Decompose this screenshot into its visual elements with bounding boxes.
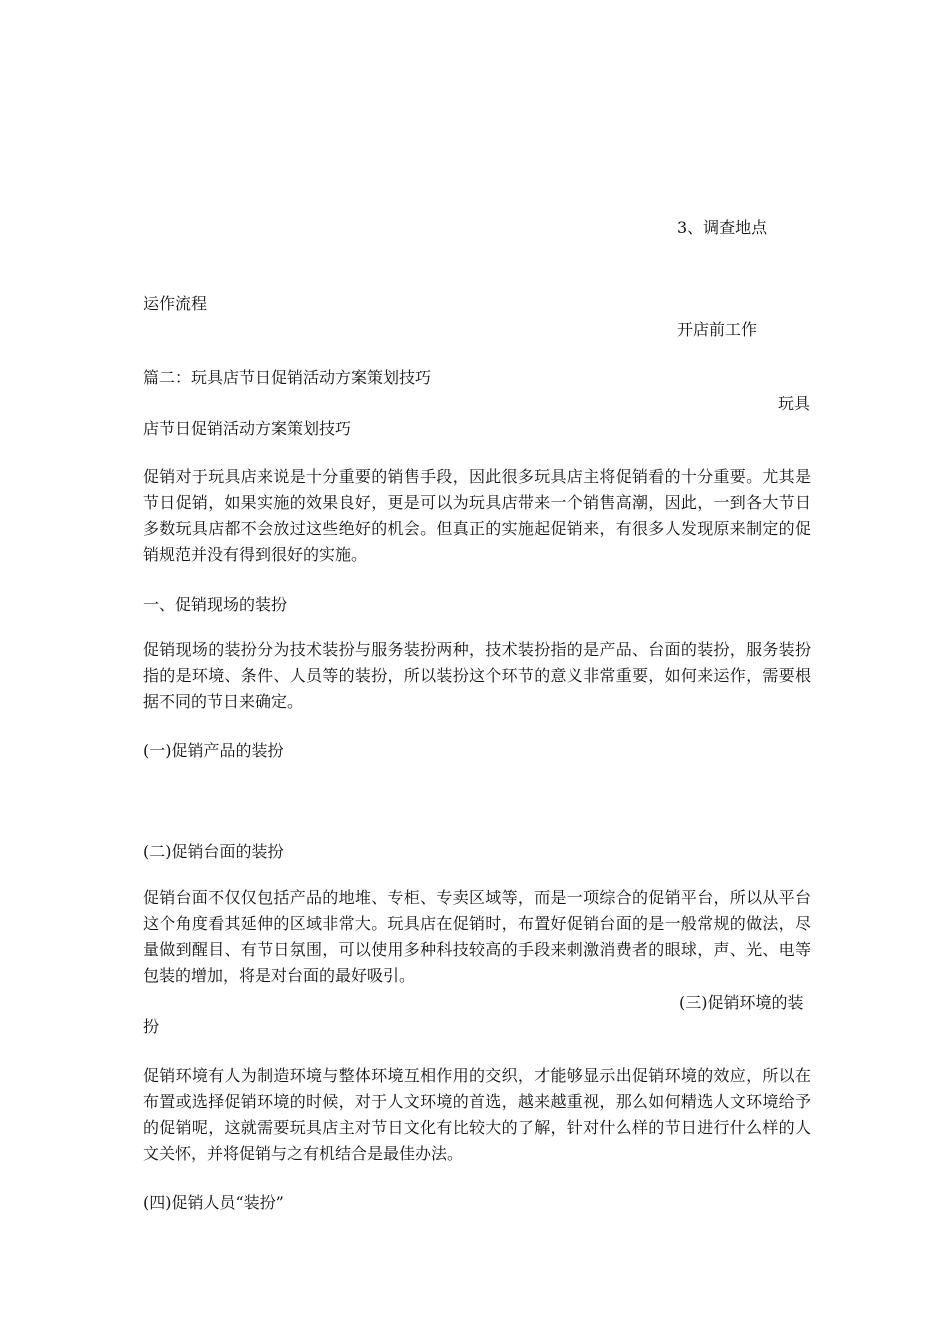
intro-paragraph: 促销对于玩具店来说是十分重要的销售手段，因此很多玩具店主将促销看的十分重要。尤其是节日促销，如果实施的效果良好，更是可以为玩具店带来一个销售高潮，因此，一到各大节日多数玩具店都不会放过这些绝好的机会。但真正的实施起促销来，有很多人发现原来制定的促销规范并没有得到很好的实施。 [143,467,811,564]
sub-two-paragraph: 促销台面不仅仅包括产品的地堆、专柜、专卖区域等，而是一项综合的促销平台，所以从平台这个角度看其延伸的区域非常大。玩具店在促销时，布置好促销台面的是一般常规的做法，尽量做到醒目、有节日氛围，可以使用多种科技较高的手段来刺激消费者的眼球，声、光、电等包装的增加，将是对台面的最好吸引。 [143,888,811,985]
title-fragment-1: 玩具 [778,394,811,413]
sub-three-heading-part1: (三)促销环境的装 [679,993,804,1012]
section-one-heading: 一、促销现场的装扮 [143,595,288,614]
sub-one-heading: (一)促销产品的装扮 [143,741,284,760]
sub-two-heading: (二)促销台面的装扮 [143,842,284,861]
sub-three-heading-part2: 扮 [143,1017,160,1036]
title-fragment-2: 店节日促销活动方案策划技巧 [143,419,352,438]
chapter-two-heading: 篇二：玩具店节日促销活动方案策划技巧 [143,368,432,387]
operation-process-line: 运作流程 [143,294,208,313]
section-one-paragraph: 促销现场的装扮分为技术装扮与服务装扮两种，技术装扮指的是产品、台面的装扮，服务装扮指的是环境、条件、人员等的装扮，所以装扮这个环节的意义非常重要，如何来运作，需要根据不同的节日来确定。 [143,640,811,711]
sub-three-paragraph: 促销环境有人为制造环境与整体环境互相作用的交织，才能够显示出促销环境的效应，所以在布置或选择促销环境的时候，对于人文环境的首选，越来越重视，那么如何精选人文环境给予的促销呢，这就需要玩具店主对节日文化有比较大的了解，针对什么样的节日进行什么样的人文关怀，并将促销与之有机结合是最佳办法。 [143,1066,811,1163]
survey-location-line: 3、调查地点 [677,218,768,237]
pre-opening-work-line: 开店前工作 [677,320,758,339]
sub-four-heading: (四)促销人员“装扮” [143,1193,284,1212]
